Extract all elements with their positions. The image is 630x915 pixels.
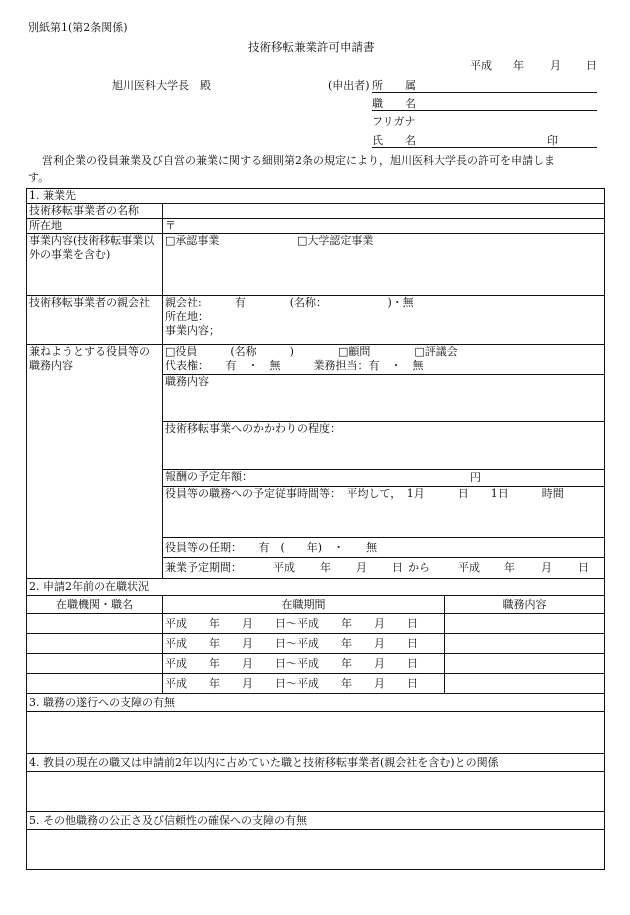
duty-rep-line: 代表権： 有 ・ 無 業務担当：有 ・ 無	[165, 359, 424, 372]
seal-mark: 印	[547, 134, 558, 147]
business-label: 事業内容(技術移転事業以外の事業を含む)	[27, 234, 163, 296]
term-label: 役員等の任期： 有 ( 年) ・ 無	[165, 540, 378, 554]
affiliation-field[interactable]	[372, 80, 597, 93]
parent-line-3: 事業内容；	[165, 324, 220, 337]
history-duty-2[interactable]	[445, 634, 605, 654]
history-institution-2[interactable]	[27, 634, 163, 654]
date-month: 月	[550, 59, 561, 72]
period-month-to: 月	[541, 561, 552, 574]
hours-label: 役員等の職務への予定従事時間等： 平均して， 1月 日 1日 時間	[165, 487, 564, 500]
period-from-word: から	[408, 561, 430, 574]
position-label: 職 名	[372, 97, 416, 110]
applicant-label: (申出者)	[328, 79, 370, 92]
period-era-from: 平成	[273, 561, 295, 574]
intro-text: 営利企業の役員兼業及び自営の兼業に関する細則第2条の規定により，旭川医科大学長の許可を申請しま	[42, 154, 555, 167]
date-day: 日	[586, 59, 597, 72]
addressee: 旭川医科大学長 殿	[112, 79, 211, 92]
period-day-from: 日	[392, 561, 403, 574]
parent-line-1: 親会社: 有 (名称： )・無	[165, 296, 414, 309]
history-period-1[interactable]: 平成 年 月 日～平成 年 月 日	[163, 614, 445, 634]
section4-input[interactable]	[27, 772, 605, 812]
duty-role-line: □役員 (名称 ) □顧問 □評議会	[165, 345, 458, 358]
parent-input[interactable]	[163, 296, 605, 345]
duty-role-cell[interactable]	[163, 345, 605, 375]
history-institution-4[interactable]	[27, 674, 163, 694]
section1-title: 1. 兼業先	[27, 189, 605, 204]
header-duty: 職務内容	[445, 596, 605, 614]
section3-title: 3. 職務の遂行への支障の有無	[27, 694, 605, 712]
pay-cell[interactable]	[163, 470, 605, 487]
history-period-3[interactable]: 平成 年 月 日～平成 年 月 日	[163, 654, 445, 674]
header-period: 在職期間	[163, 596, 445, 614]
period-year-from: 年	[320, 561, 331, 574]
period-year-to: 年	[504, 561, 515, 574]
date-era: 平成	[470, 59, 492, 72]
parent-line-2: 所在地：	[165, 310, 209, 323]
section5-input[interactable]	[27, 830, 605, 870]
section4-title: 4. 教員の現在の職又は申請前2年以内に占めていた職と技術移転事業者(親会社を含む)との関係	[27, 754, 605, 772]
intro-text-end: す。	[28, 171, 50, 184]
history-institution-1[interactable]	[27, 614, 163, 634]
position-field[interactable]	[372, 98, 597, 111]
history-institution-3[interactable]	[27, 654, 163, 674]
location-label: 所在地	[27, 219, 163, 234]
period-era-to: 平成	[458, 561, 480, 574]
term-cell[interactable]	[163, 538, 605, 558]
yen-unit: 円	[470, 471, 481, 484]
duty-label: 兼ねようとする役員等の職務内容	[27, 345, 163, 579]
form-title: 技術移転兼業許可申請書	[248, 40, 375, 54]
section2-title: 2. 申請2年前の在職状況	[27, 579, 605, 596]
header-institution: 在職機関・職名	[27, 596, 163, 614]
name-field[interactable]	[372, 135, 597, 148]
company-name-input[interactable]	[163, 204, 605, 219]
period-month-from: 月	[356, 561, 367, 574]
history-duty-1[interactable]	[445, 614, 605, 634]
parent-label: 技術移転事業者の親会社	[27, 296, 163, 345]
section5-title: 5. その他職務の公正さ及び信頼性の確保への支障の有無	[27, 812, 605, 830]
application-form-table	[26, 188, 605, 870]
period-label: 兼業予定期間：	[165, 561, 242, 574]
history-period-2[interactable]: 平成 年 月 日～平成 年 月 日	[163, 634, 445, 654]
hours-cell[interactable]	[163, 487, 605, 538]
furigana-label: フリガナ	[372, 115, 416, 128]
company-name-label: 技術移転事業者の名称	[27, 204, 163, 219]
period-day-to: 日	[578, 561, 589, 574]
affiliation-label: 所 属	[372, 79, 416, 92]
location-input[interactable]	[163, 219, 605, 234]
duty-content-cell[interactable]	[163, 375, 605, 422]
date-year: 年	[513, 59, 524, 72]
history-duty-3[interactable]	[445, 654, 605, 674]
duty-content-label: 職務内容	[165, 375, 209, 388]
involvement-label: 技術移転事業へのかかわりの程度：	[165, 422, 341, 435]
name-label: 氏 名	[372, 134, 416, 147]
history-period-4[interactable]: 平成 年 月 日～平成 年 月 日	[163, 674, 445, 694]
pay-label: 報酬の予定年額：	[165, 470, 253, 483]
approved-checkbox[interactable]: □承認事業	[165, 234, 220, 247]
annex-label: 別紙第1(第2条関係)	[28, 21, 128, 34]
involvement-cell[interactable]	[163, 422, 605, 470]
period-cell[interactable]	[163, 558, 605, 579]
section3-input[interactable]	[27, 712, 605, 754]
history-duty-4[interactable]	[445, 674, 605, 694]
university-checkbox[interactable]: □大学認定事業	[297, 234, 374, 247]
business-input[interactable]	[163, 234, 605, 296]
postal-mark: 〒	[165, 219, 176, 232]
